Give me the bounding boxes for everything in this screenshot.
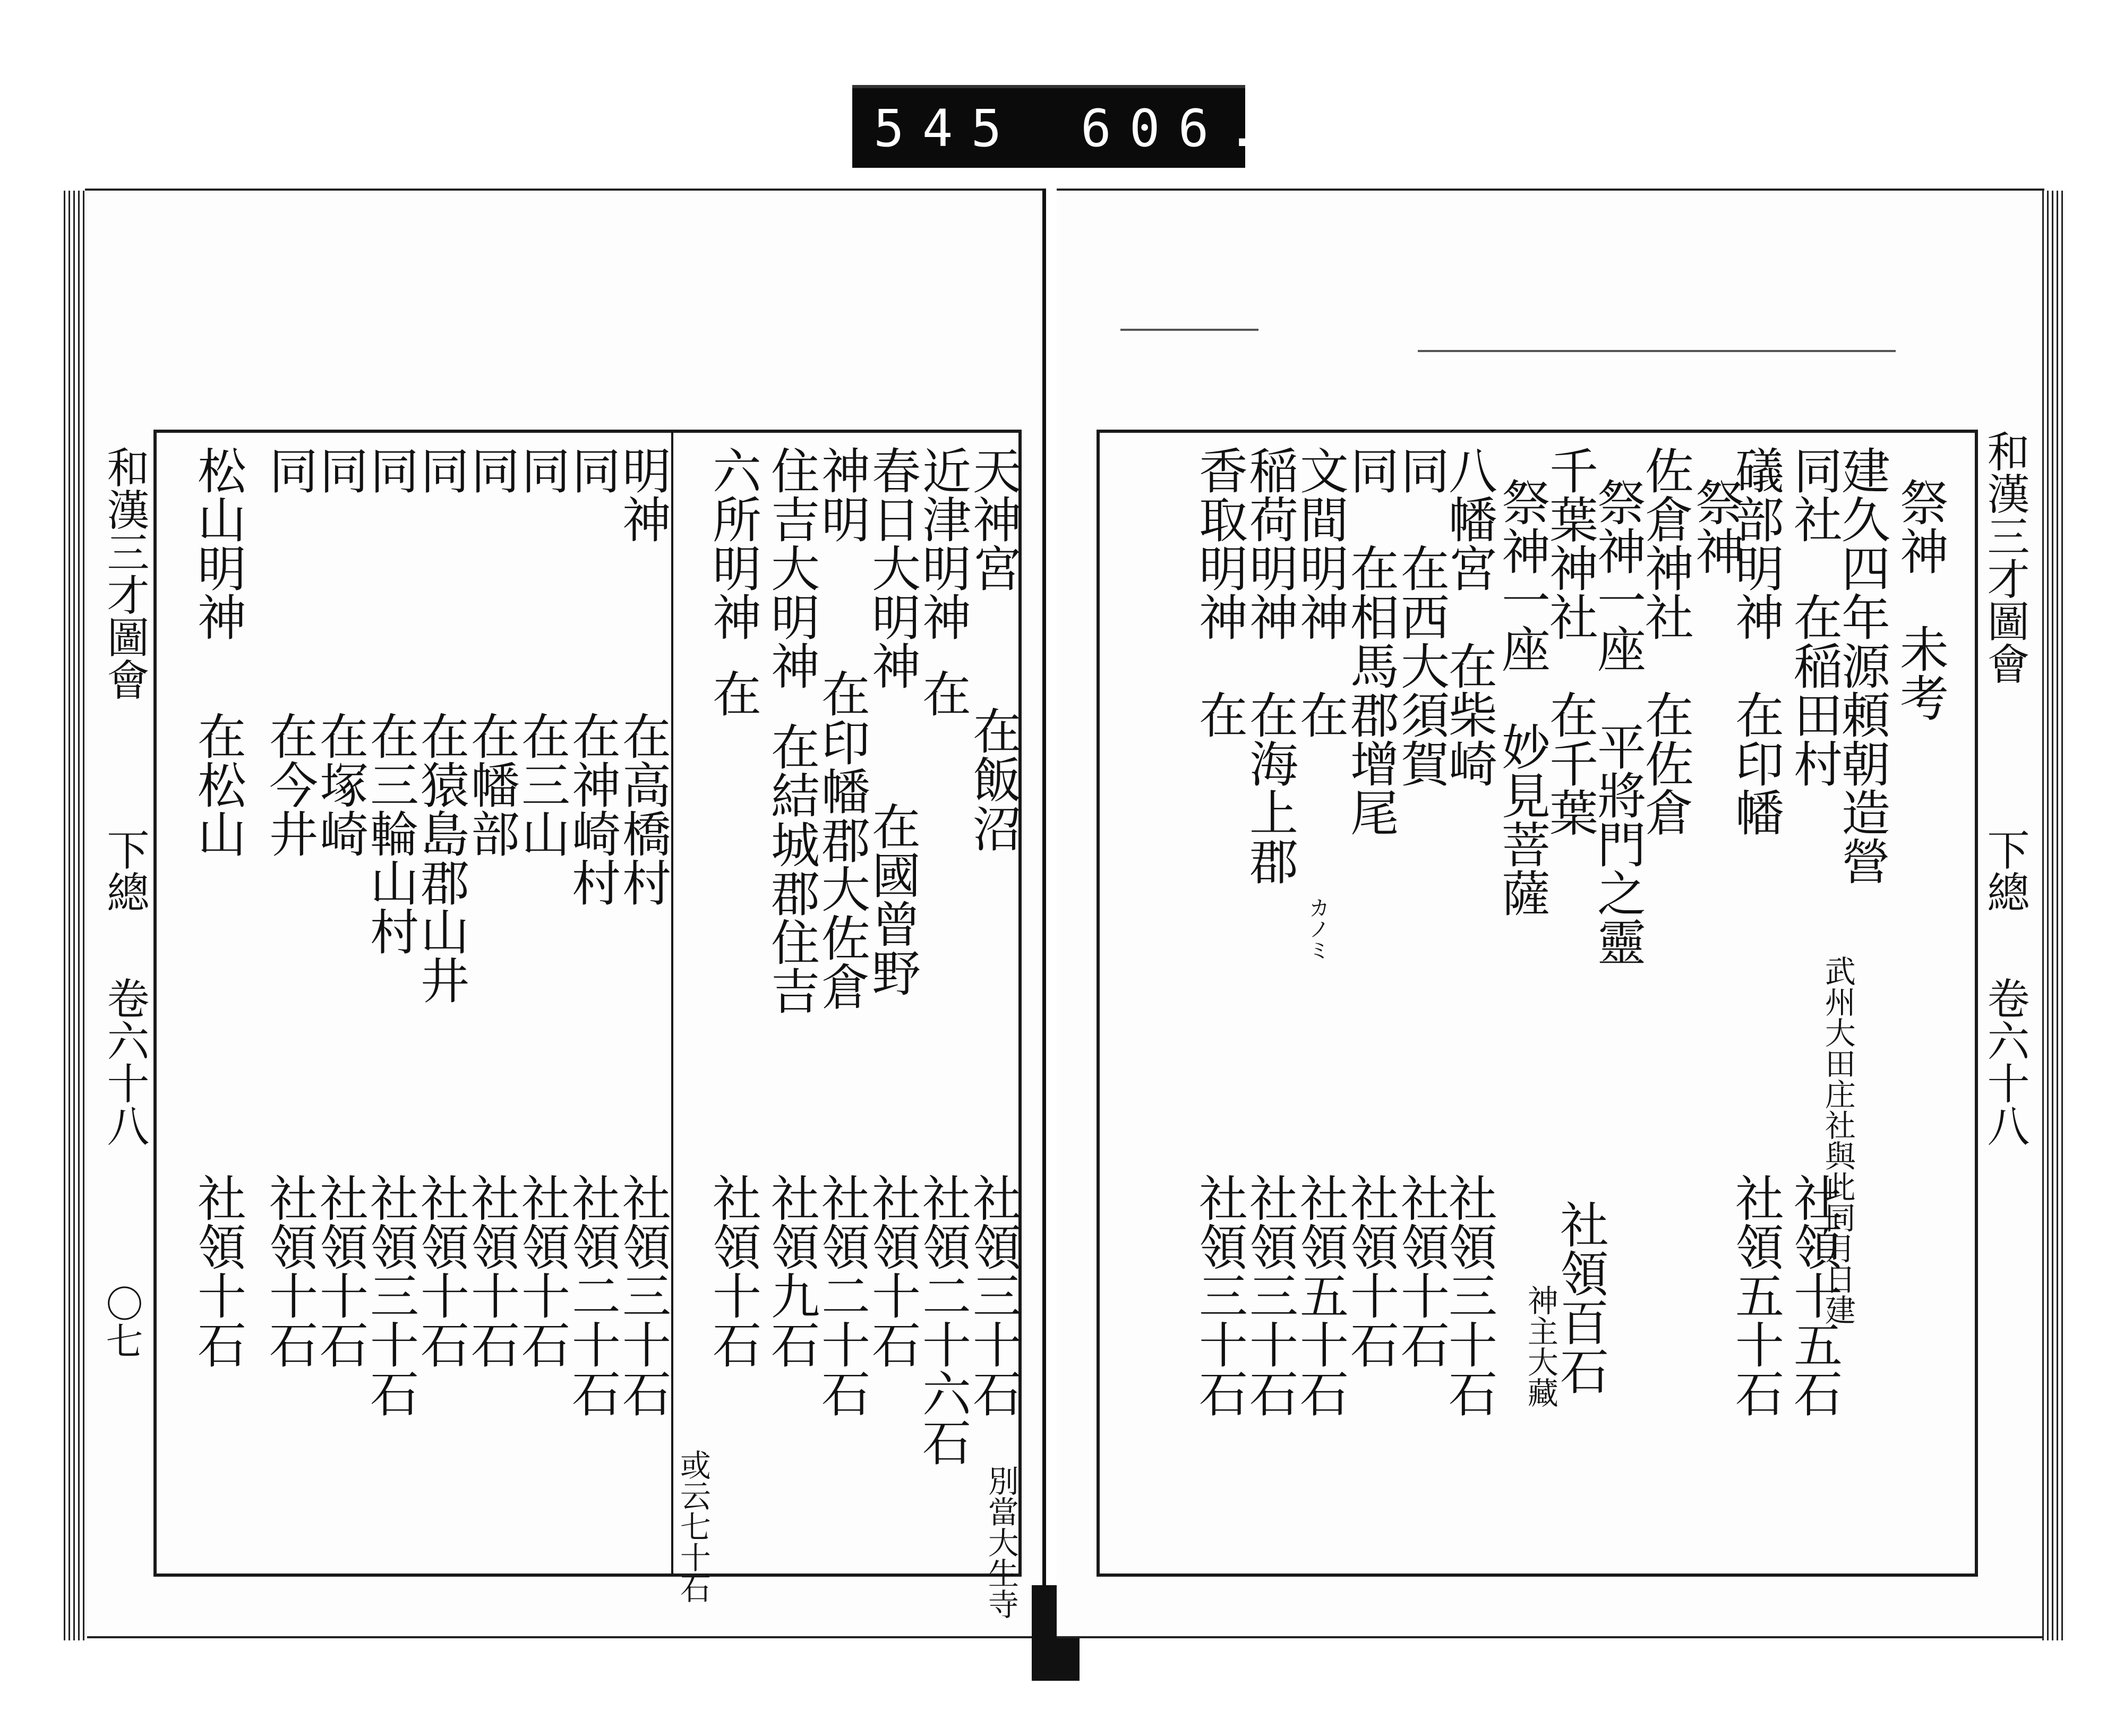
entry-location: 在塚崎 [312,711,369,858]
entry-location: 在 [705,669,761,717]
entry-location: 在三山 [513,711,570,858]
stamp-right-number: 606. [1081,99,1276,158]
entry-note: 或云七十石 [674,1449,711,1603]
text-column-8-note: 神主大藏 [1522,1285,1558,1408]
entry-name: 同 [362,446,419,494]
text-column-3-stipend: 社領十五石 [1786,1173,1843,1417]
entry-stipend: 社領二十六石 [914,1173,971,1466]
entry-location: 在神崎村 [564,711,621,907]
text-column-5: 祭神 [1688,477,1744,575]
entry-name: 天神宮 [965,446,1022,592]
text-column-10-stipend: 社領三十石 [1441,1173,1497,1417]
entry-name: 同 [564,446,621,494]
text-column-8-stipend: 社領百石 [1552,1200,1609,1395]
left-margin-volume: 卷六十八 [100,977,149,1147]
entry-stipend: 社領二十石 [813,1173,870,1417]
entry-note: 別當大生寺 [982,1465,1019,1619]
right-page [1057,189,2044,1638]
text-column-2: 建久四年源頼朝造營 [1834,446,1890,885]
faint-rule [1418,350,1896,352]
text-column-8: 千葉神社 在千葉 [1541,446,1598,836]
left-margin-title: 和漢三才圖會 [100,446,149,700]
text-column-6: 佐倉神社 在佐倉 [1637,446,1694,836]
entry-stipend: 社領二十石 [564,1173,621,1417]
entry-location: 在今井 [261,711,318,858]
entry-location: 在印幡郡大佐倉 [813,669,870,1011]
left-binding-edge [64,191,87,1640]
entry-stipend: 社領三十石 [965,1173,1022,1417]
stamp-left-number: 545 [873,99,1020,158]
entry-stipend: 社領十石 [513,1173,570,1369]
text-column-15: 香取明神 在 [1191,446,1248,739]
right-margin-title: 和漢三才圖會 [1980,430,2029,685]
text-column-10: 八幡宮 在柴崎 [1441,446,1497,788]
text-column-4-stipend: 社領五十石 [1727,1173,1784,1417]
right-binding-edge [2042,191,2066,1640]
text-column-14: 稲荷明神 在海上郡 [1241,446,1298,885]
entry-stipend: 社領十石 [463,1173,520,1369]
entry-location: 在松山 [190,711,246,858]
right-margin-volume: 卷六十八 [1980,977,2029,1147]
entry-name: 同 [261,446,318,494]
left-margin-section: 下總 [100,828,149,913]
text-column-12: 同 在相馬郡增尾 [1342,446,1399,836]
entry-location: 在飯沼 [965,706,1022,852]
entry-name: 六所明神 [705,446,761,641]
text-column-13-stipend: 社領五十石 [1292,1173,1349,1417]
entry-name: 同 [413,446,469,494]
left-page [85,189,1046,1638]
entry-stipend: 社領九石 [763,1173,820,1369]
entry-stipend: 社領三十石 [362,1173,419,1417]
text-column-4: 礒部明神 在印幡 [1727,446,1784,836]
entry-stipend: 社領十石 [261,1173,318,1369]
text-column-13: 文間明神 在 [1292,446,1349,739]
entry-name: 同 [513,446,570,494]
left-margin-folio: 〇七 [100,1285,143,1359]
text-column-9: 祭神一座 妙見菩薩 [1494,477,1551,917]
entry-location: 在三輪山村 [362,711,419,955]
left-column-divider [671,432,673,1574]
entry-stipend: 社領十石 [413,1173,469,1369]
entry-location: 在高橋村 [614,711,671,907]
text-column-15-stipend: 社領三十石 [1191,1173,1248,1417]
text-column-7: 祭神一座 平將門之靈 [1589,477,1646,966]
text-column-11-stipend: 社領十石 [1393,1173,1450,1369]
entry-stipend: 社領十石 [705,1173,761,1369]
entry-name: 近津明神 [914,446,971,641]
entry-name: 明神 [614,446,671,543]
entry-name: 神明 [813,446,870,543]
text-column-14-stipend: 社領三十石 [1241,1173,1298,1417]
entry-name: 住吉大明神 [763,446,820,690]
text-column-12-stipend: 社領十石 [1342,1173,1399,1369]
entry-stipend: 社領十石 [190,1173,246,1369]
entry-location: 在結城郡住吉 [763,722,820,1015]
entry-location: 在國曾野 [864,801,921,997]
entry-location: 在幡部 [463,711,520,858]
entry-name: 春日大明神 [864,446,921,690]
text-column-1: 祭神 未考 [1892,477,1949,722]
entry-name: 同 [312,446,369,494]
text-column-13-note: カノミ [1305,897,1330,961]
faint-rule [1120,329,1258,331]
open-book [85,189,2044,1660]
entry-name: 同 [463,446,520,494]
entry-stipend: 社領三十石 [614,1173,671,1417]
archive-number-stamp [852,85,1276,168]
text-column-11: 同 在西大須賀 [1393,446,1450,788]
entry-location: 在猿島郡山井 [413,711,469,1004]
right-margin-section: 下總 [1980,828,2029,913]
text-column-2-note: 武州大田庄社與此同月日建 [1819,955,1856,1325]
entry-location: 在 [914,669,971,717]
entry-stipend: 社領十石 [864,1173,921,1369]
entry-stipend: 社領十石 [312,1173,369,1369]
entry-name: 松山明神 [190,446,246,641]
text-column-3: 同社 在稲田村 [1786,446,1843,788]
